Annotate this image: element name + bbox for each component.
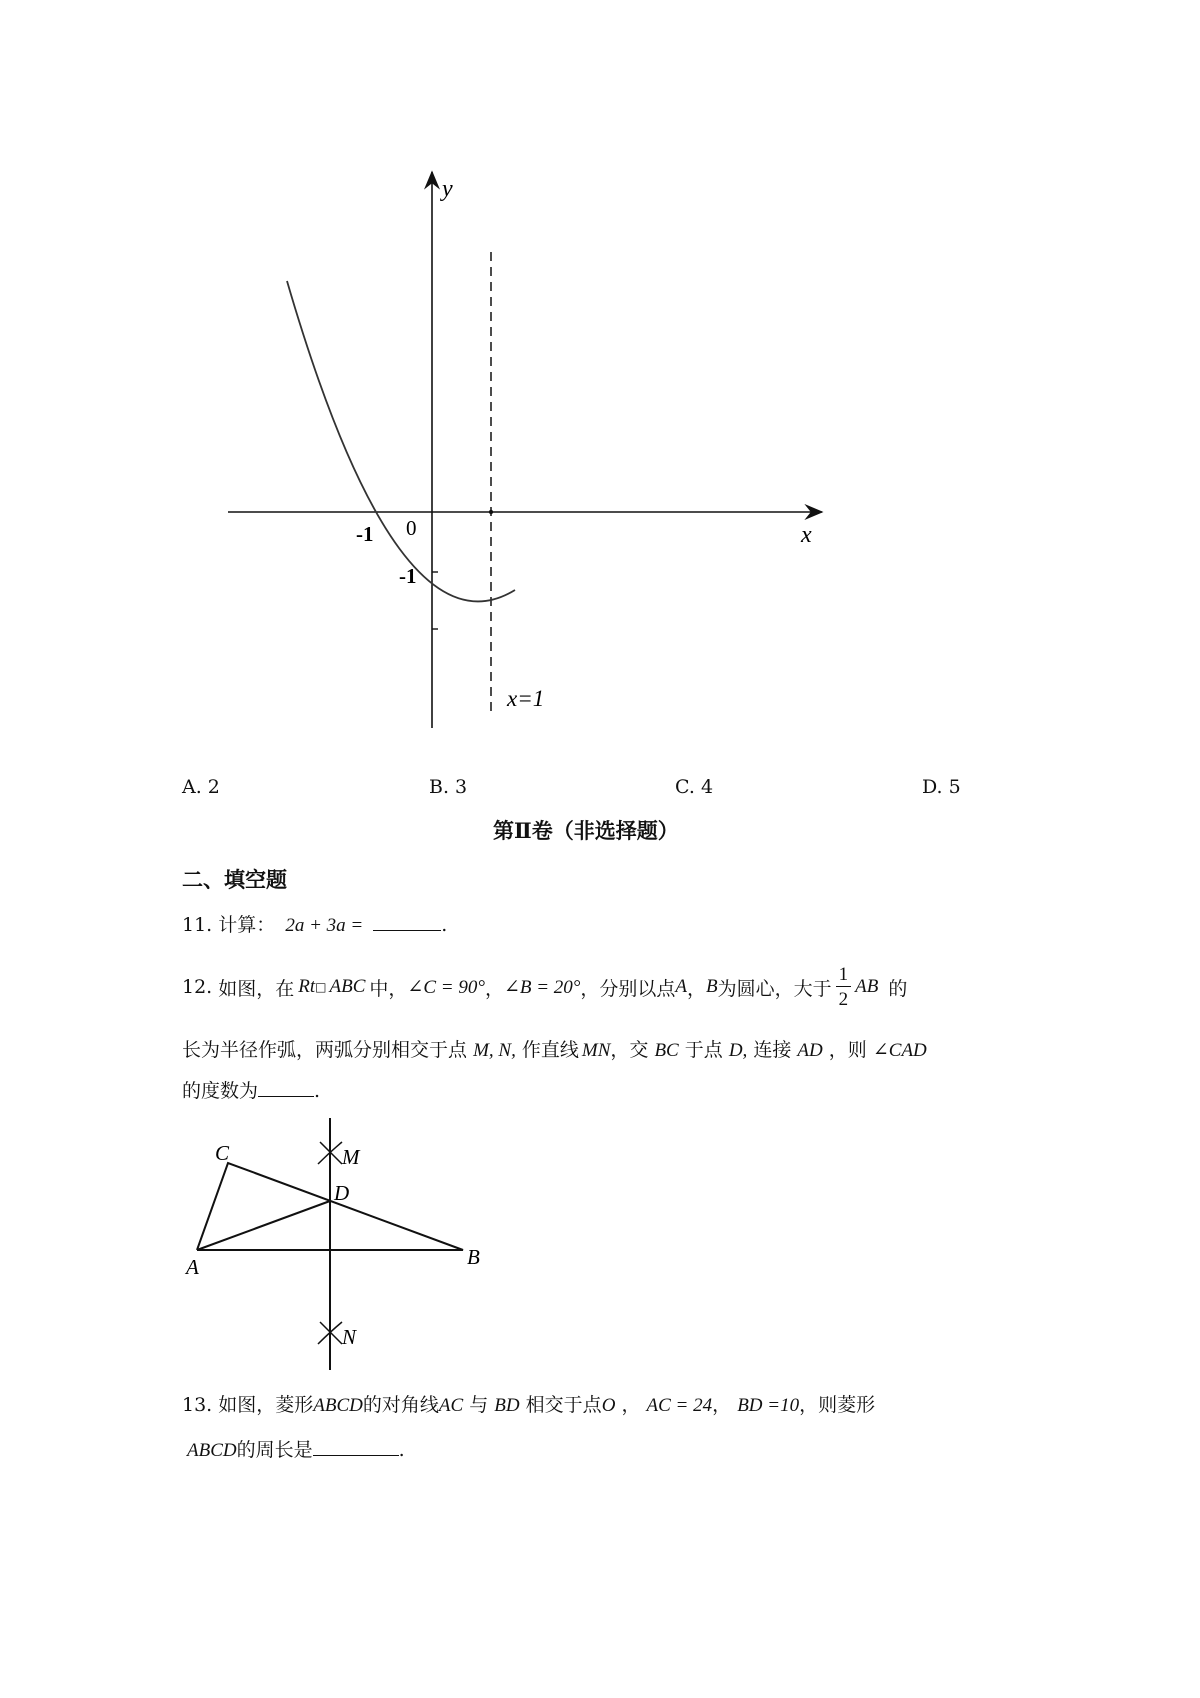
question-11 xyxy=(182,910,447,937)
q12-text1: 如图，在 xyxy=(218,977,295,1000)
q12-frac-den: 2 xyxy=(838,989,849,1010)
q13-period: . xyxy=(398,1439,405,1461)
origin-label: 0 xyxy=(406,516,417,540)
symmetry-label: x=1 xyxy=(507,686,545,711)
q12-point-d: D, xyxy=(728,1040,748,1061)
q13-bd-value: BD =10 xyxy=(737,1395,800,1416)
q12-mn-points: M, N, xyxy=(473,1040,516,1061)
question-13-line2 xyxy=(187,1435,405,1462)
q13-number: 13. xyxy=(182,1394,213,1416)
q12-text2: 中， xyxy=(369,977,408,1000)
segment-ad xyxy=(197,1201,330,1250)
q13-comma2: ， xyxy=(712,1394,732,1416)
q12-text5: 的 xyxy=(888,977,908,1000)
option-d[interactable]: D. 5 xyxy=(922,776,961,798)
q12-frac-num: 1 xyxy=(836,965,852,987)
q11-prefix: 计算： xyxy=(218,914,276,936)
q13-text3: 与 xyxy=(469,1394,489,1416)
q12-line2-text-b: 作直线 xyxy=(521,1039,579,1061)
question-12-line3 xyxy=(182,1076,320,1103)
q12-ad: AD xyxy=(797,1040,823,1061)
q11-number: 11. xyxy=(182,914,213,936)
q13-answer-blank[interactable] xyxy=(313,1439,399,1456)
q12-line2-text-c: ，交 xyxy=(610,1039,649,1061)
q12-point-a: A xyxy=(675,976,688,997)
parabola-curve xyxy=(287,281,515,601)
question-12-line1 xyxy=(182,962,907,1012)
label-d: D xyxy=(334,1181,350,1205)
q12-comma1: ， xyxy=(484,977,504,1000)
q12-line2-text-e: 连接 xyxy=(753,1039,792,1061)
q12-number: 12. xyxy=(182,976,213,998)
q11-answer-blank[interactable] xyxy=(373,914,441,931)
q12-angle-cad: ∠CAD xyxy=(872,1040,927,1061)
volume-title: 第Ⅱ卷（非选择题） xyxy=(493,818,679,843)
q13-abcd: ABCD xyxy=(313,1395,363,1416)
q13-text1: 如图，菱形 xyxy=(218,1394,314,1416)
x-tick-label: -1 xyxy=(356,522,374,546)
y-axis-label: y xyxy=(442,176,453,202)
q13-ac-value: AC = 24 xyxy=(646,1395,713,1416)
triangle-figure xyxy=(180,1110,500,1370)
q13-line2-abcd: ABCD xyxy=(187,1440,237,1461)
q11-period: . xyxy=(441,914,448,936)
q13-text2: 的对角线 xyxy=(362,1394,439,1416)
q12-line2-text-a: 长为半径作弧，两弧分别相交于点 xyxy=(182,1039,468,1061)
option-c[interactable]: C. 4 xyxy=(675,776,714,798)
q13-comma1: ， xyxy=(621,1394,641,1416)
q12-comma2: ， xyxy=(687,977,707,1000)
label-a: A xyxy=(186,1255,199,1279)
option-a[interactable]: A. 2 xyxy=(182,776,220,798)
q12-ab: AB xyxy=(855,976,879,997)
section-heading: 二、填空题 xyxy=(182,867,287,892)
q12-point-b: B xyxy=(706,976,718,997)
q12-angle-c: ∠C = 90° xyxy=(407,976,485,998)
q12-mn-line: MN xyxy=(581,1040,611,1061)
y-tick-label: -1 xyxy=(399,564,417,588)
q11-expression: 2a + 3a = xyxy=(285,915,364,936)
q13-text4: 相交于点 xyxy=(525,1394,602,1416)
q13-line2-text: 的周长是 xyxy=(236,1439,313,1461)
label-n: N xyxy=(342,1325,357,1349)
q12-rt: Rt xyxy=(298,976,316,997)
label-c: C xyxy=(215,1141,230,1165)
q12-triangle-mark: □ xyxy=(315,980,327,994)
q12-abc: ABC xyxy=(329,976,366,997)
q12-text3: ，分别以点 xyxy=(580,977,676,1000)
q12-line3-text: 的度数为 xyxy=(182,1080,259,1102)
question-13-line1 xyxy=(182,1390,875,1417)
q12-angle-b: ∠B = 20° xyxy=(503,976,581,998)
q13-ac: AC xyxy=(438,1395,464,1416)
q12-line2-text-f: ，则 xyxy=(828,1039,867,1061)
option-b[interactable]: B. 3 xyxy=(429,776,468,798)
label-m: M xyxy=(342,1145,360,1169)
q12-bc: BC xyxy=(654,1040,679,1061)
q13-text5: ，则菱形 xyxy=(799,1394,876,1416)
q12-text4: 为圆心，大于 xyxy=(717,977,832,1000)
q12-period: . xyxy=(314,1080,321,1102)
parabola-graph xyxy=(200,160,840,740)
q12-fraction xyxy=(836,965,852,1009)
q12-line2-text-d: 于点 xyxy=(684,1039,723,1061)
label-b: B xyxy=(467,1245,480,1269)
q13-bd: BD xyxy=(494,1395,520,1416)
question-12-line2 xyxy=(182,1035,927,1062)
q13-point-o: O xyxy=(601,1395,616,1416)
x-axis-label: x xyxy=(801,522,812,548)
q12-answer-blank[interactable] xyxy=(258,1080,314,1097)
